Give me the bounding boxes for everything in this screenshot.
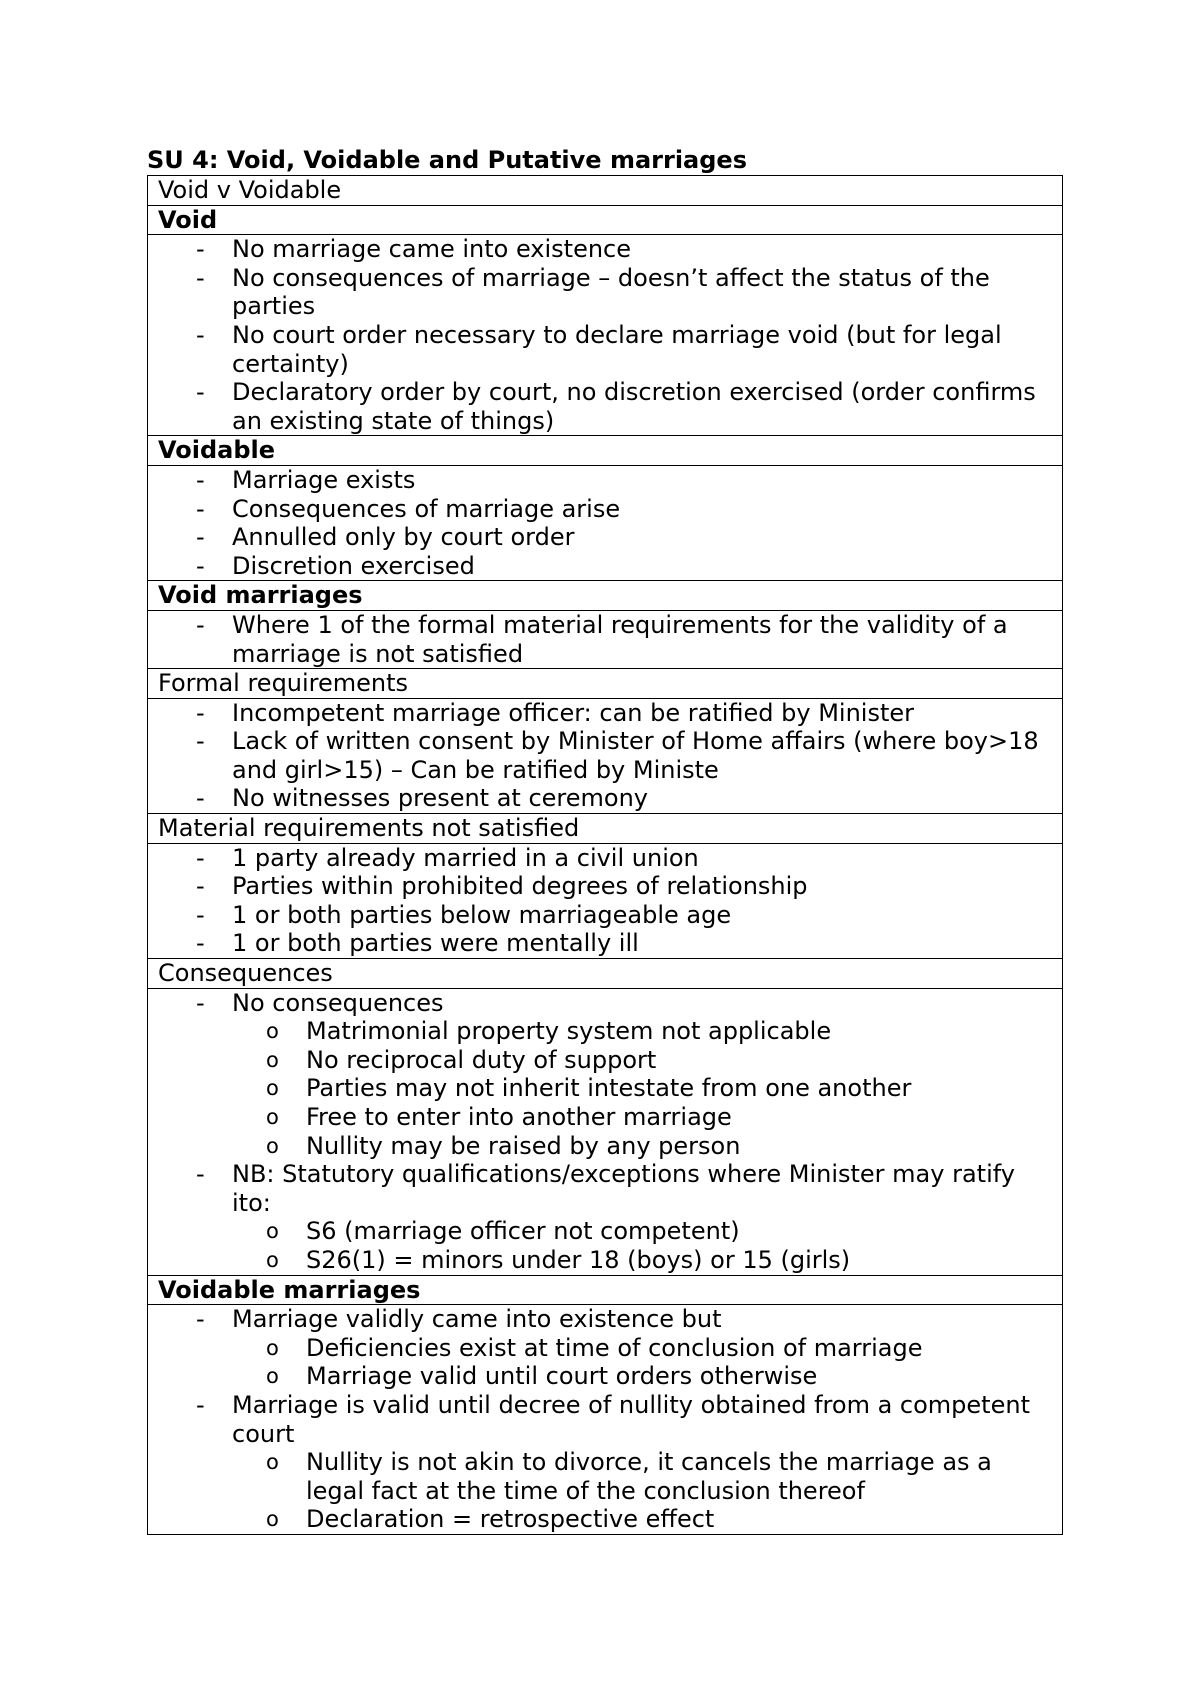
list-row [148, 465, 1063, 580]
dash-bullet-icon: - [196, 843, 205, 872]
list-item-text: Discretion exercised [232, 551, 475, 580]
bullet-list [158, 989, 1052, 1275]
dash-bullet-icon: - [196, 263, 205, 292]
sub-list-item-text: Deficiencies exist at time of conclusion of marriage [306, 1333, 923, 1362]
circle-bullet-icon: o [266, 1133, 279, 1158]
circle-bullet-icon: o [266, 1047, 279, 1072]
dash-bullet-icon: - [196, 727, 205, 756]
dash-bullet-icon: - [196, 610, 205, 639]
sub-list-item [232, 1103, 1052, 1132]
section-heading: Void [148, 205, 1063, 235]
sub-list-item-text: Free to enter into another marriage [306, 1103, 732, 1131]
sub-list-item [232, 1074, 1052, 1103]
circle-bullet-icon: o [266, 1364, 279, 1389]
circle-bullet-icon: o [266, 1335, 279, 1360]
dash-bullet-icon: - [196, 872, 205, 901]
list-item [158, 727, 1052, 784]
sub-list-item-text: No reciprocal duty of support [306, 1045, 657, 1074]
dash-bullet-icon: - [196, 465, 205, 494]
heading-row [148, 436, 1063, 466]
heading-row [148, 669, 1063, 699]
list-cell [148, 235, 1063, 436]
list-item [158, 495, 1052, 524]
sub-bullet-list [232, 1448, 1052, 1534]
section-heading: Material requirements not satisfied [148, 814, 1063, 844]
list-row [148, 843, 1063, 958]
list-item [158, 989, 1052, 1161]
sub-list-item [232, 1448, 1052, 1505]
list-item [158, 901, 1052, 930]
list-cell [148, 988, 1063, 1275]
list-item-text: Incompetent marriage officer: can be ratified by Minister [232, 698, 915, 727]
list-item-text: Where 1 of the formal material requirements for the validity of a marriage is not satisfied [232, 610, 1008, 668]
heading-row [148, 814, 1063, 844]
circle-bullet-icon: o [266, 1507, 279, 1532]
list-item [158, 872, 1052, 901]
section-heading: Consequences [148, 959, 1063, 989]
dash-bullet-icon: - [196, 320, 205, 349]
notes-table [147, 175, 1063, 1535]
list-item-text: Marriage exists [232, 465, 416, 494]
bullet-list [158, 844, 1052, 958]
section-heading: Voidable [148, 436, 1063, 466]
sub-list-item-text: S26(1) = minors under 18 (boys) or 15 (girls) [306, 1245, 851, 1274]
list-item-text: No consequences of marriage – doesn’t affect the status of the parties [232, 263, 990, 321]
list-item [158, 466, 1052, 495]
list-item-text: No consequences [232, 988, 444, 1017]
list-item-text: Lack of written consent by Minister of Home affairs (where boy>18 and girl>15) – Can be ratified by Ministe [232, 727, 1039, 784]
list-item-text: Consequences of marriage arise [232, 494, 621, 523]
dash-bullet-icon: - [196, 698, 205, 727]
list-item-text: 1 or both parties were mentally ill [232, 929, 639, 958]
circle-bullet-icon: o [266, 1019, 279, 1044]
list-item [158, 378, 1052, 435]
bullet-list [158, 1305, 1052, 1534]
sub-bullet-list [232, 1017, 1052, 1160]
heading-row [148, 581, 1063, 611]
sub-list-item-text: Declaration = retrospective effect [306, 1505, 715, 1534]
list-item-text: Marriage validly came into existence but [232, 1305, 722, 1334]
page-title: SU 4: Void, Voidable and Putative marriages [147, 146, 747, 174]
list-item [158, 929, 1052, 958]
list-item [158, 552, 1052, 581]
list-item-text: NB: Statutory qualifications/exceptions where Minister may ratify ito: [232, 1160, 1015, 1217]
sub-list-item [232, 1046, 1052, 1075]
circle-bullet-icon: o [266, 1247, 279, 1272]
circle-bullet-icon: o [266, 1105, 279, 1129]
bullet-list [158, 611, 1052, 668]
dash-bullet-icon: - [196, 235, 205, 264]
dash-bullet-icon: - [196, 988, 205, 1017]
list-cell [148, 698, 1063, 813]
list-item-text: Parties within prohibited degrees of relationship [232, 872, 808, 901]
dash-bullet-icon: - [196, 1160, 205, 1189]
sub-list-item [232, 1017, 1052, 1046]
dash-bullet-icon: - [196, 494, 205, 523]
bullet-list [158, 466, 1052, 580]
sub-list-item [232, 1334, 1052, 1363]
dash-bullet-icon: - [196, 784, 205, 813]
sub-bullet-list [232, 1217, 1052, 1274]
list-row [148, 1305, 1063, 1535]
bullet-list [158, 699, 1052, 813]
section-heading: Formal requirements [148, 669, 1063, 699]
section-heading: Voidable marriages [148, 1275, 1063, 1305]
circle-bullet-icon: o [266, 1076, 279, 1101]
sub-list-item-text: Nullity may be raised by any person [306, 1131, 741, 1160]
heading-row [148, 959, 1063, 989]
list-cell [148, 465, 1063, 580]
sub-list-item [232, 1132, 1052, 1161]
sub-list-item-text: Matrimonial property system not applicable [306, 1017, 832, 1046]
dash-bullet-icon: - [196, 1305, 205, 1334]
dash-bullet-icon: - [196, 929, 205, 958]
sub-list-item [232, 1217, 1052, 1246]
list-item [158, 235, 1052, 264]
sub-list-item-text: Marriage valid until court orders otherwise [306, 1362, 818, 1391]
list-cell [148, 1305, 1063, 1535]
list-item-text: Annulled only by court order [232, 523, 575, 552]
circle-bullet-icon: o [266, 1219, 279, 1244]
list-row [148, 988, 1063, 1275]
list-item-text: Declaratory order by court, no discretion exercised (order confirms an existing state of things) [232, 378, 1036, 435]
list-item [158, 1305, 1052, 1391]
list-item [158, 784, 1052, 813]
list-item-text: No witnesses present at ceremony [232, 784, 649, 813]
list-item [158, 611, 1052, 668]
sub-list-item-text: S6 (marriage officer not competent) [306, 1217, 740, 1246]
list-item [158, 1160, 1052, 1274]
list-item [158, 699, 1052, 728]
sub-list-item-text: Nullity is not akin to divorce, it cancels the marriage as a legal fact at the time of the conclusion thereof [306, 1448, 992, 1505]
list-cell [148, 610, 1063, 668]
sub-bullet-list [232, 1334, 1052, 1391]
list-row [148, 698, 1063, 813]
sub-list-item [232, 1246, 1052, 1275]
list-item-text: 1 party already married in a civil union [232, 843, 699, 872]
section-heading: Void v Voidable [148, 176, 1063, 206]
section-heading: Void marriages [148, 581, 1063, 611]
list-item [158, 321, 1052, 378]
dash-bullet-icon: - [196, 378, 205, 407]
list-item [158, 844, 1052, 873]
dash-bullet-icon: - [196, 900, 205, 929]
heading-row [148, 1275, 1063, 1305]
heading-row [148, 205, 1063, 235]
circle-bullet-icon: o [266, 1450, 279, 1475]
sub-list-item [232, 1505, 1052, 1534]
dash-bullet-icon: - [196, 523, 205, 552]
list-item [158, 523, 1052, 552]
list-item-text: No court order necessary to declare marriage void (but for legal certainty) [232, 320, 1002, 378]
list-item-text: No marriage came into existence [232, 235, 632, 264]
sub-list-item [232, 1362, 1052, 1391]
sub-list-item-text: Parties may not inherit intestate from one another [306, 1074, 912, 1103]
heading-row [148, 176, 1063, 206]
list-item [158, 1391, 1052, 1534]
list-cell [148, 843, 1063, 958]
bullet-list [158, 235, 1052, 435]
list-item [158, 264, 1052, 321]
dash-bullet-icon: - [196, 1390, 205, 1419]
dash-bullet-icon: - [196, 551, 205, 580]
list-item-text: Marriage is valid until decree of nullity obtained from a competent court [232, 1390, 1030, 1448]
list-row [148, 235, 1063, 436]
list-item-text: 1 or both parties below marriageable age [232, 900, 732, 929]
list-row [148, 610, 1063, 668]
